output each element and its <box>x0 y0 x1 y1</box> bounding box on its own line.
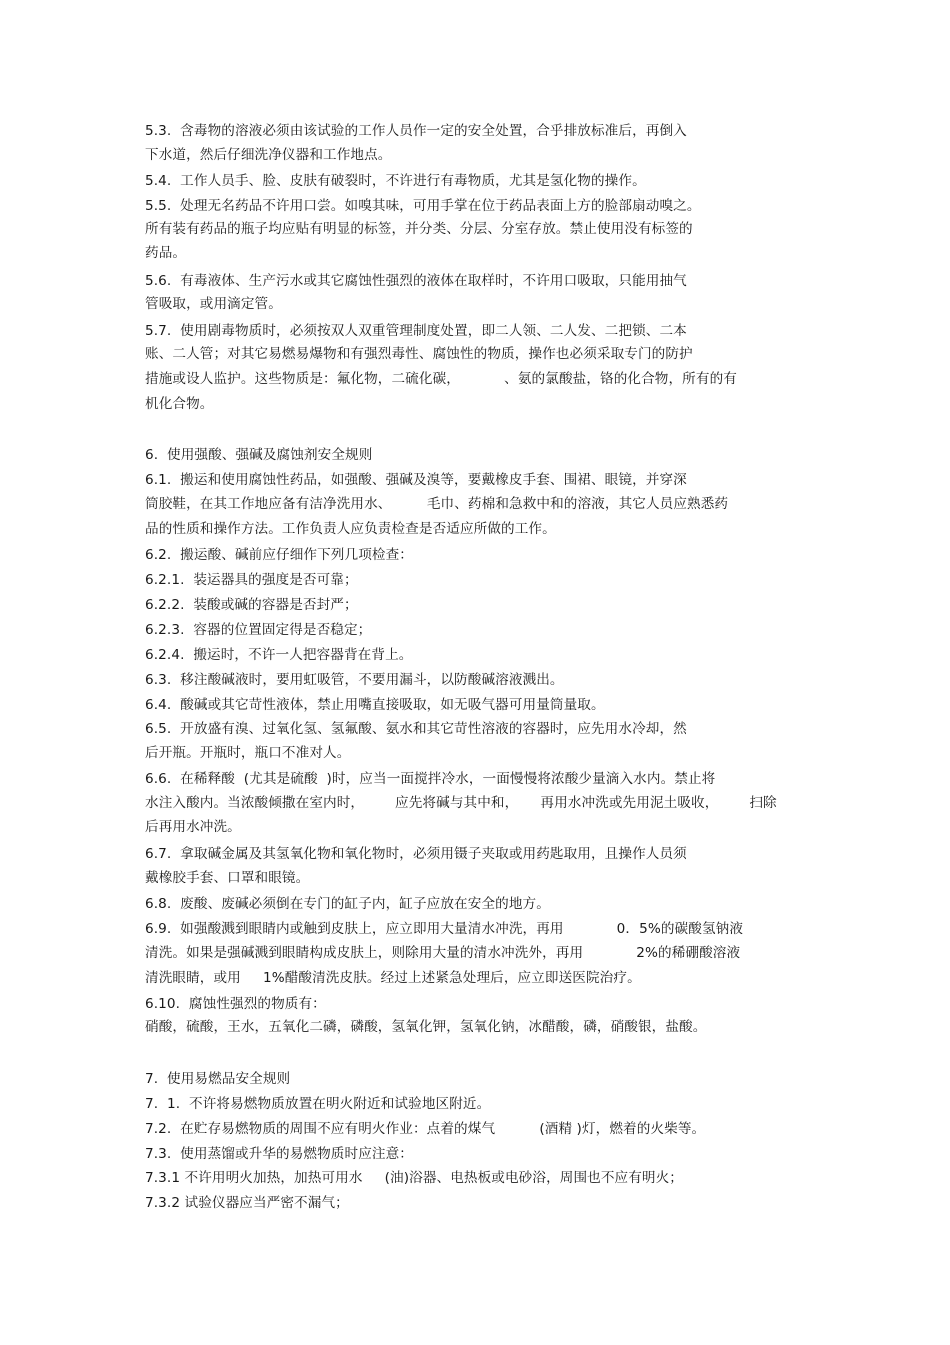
paragraph-line: 5.3. 含毒物的溶液必须由该试验的工作人员作一定的安全处置，合乎排放标准后，再倒入 <box>145 123 687 139</box>
paragraph-line: 所有装有药品的瓶子均应贴有明显的标签，并分类、分层、分室存放。禁止使用没有标签的 <box>145 221 693 237</box>
paragraph-line: 6.1. 搬运和使用腐蚀性药品，如强酸、强碱及溴等，要戴橡皮手套、围裙、眼镜，并穿深 <box>145 472 687 488</box>
paragraph-line: 5.4. 工作人员手、脸、皮肤有破裂时，不许进行有毒物质，尤其是氢化物的操作。 <box>145 173 646 189</box>
paragraph-line: 7.3.1 不许用明火加热，加热可用水 (油)浴器、电热板或电砂浴，周围也不应有明火； <box>145 1170 684 1186</box>
paragraph-line: 6.2. 搬运酸、碱前应仔细作下列几项检查： <box>145 547 413 563</box>
paragraph-line: 药品。 <box>145 245 187 261</box>
paragraph-line: 戴橡胶手套、口罩和眼镜。 <box>145 870 310 886</box>
paragraph-line: 后再用水冲洗。 <box>145 819 241 835</box>
paragraph-line: 6.9. 如强酸溅到眼睛内或触到皮肤上，应立即用大量清水冲洗，再用 0．5%的碳酸氢钠液 <box>145 921 744 937</box>
paragraph-line: 6.3. 移注酸碱液时，要用虹吸管，不要用漏斗，以防酸碱溶液溅出。 <box>145 672 564 688</box>
paragraph-line: 6.2.1. 装运器具的强度是否可靠； <box>145 572 358 588</box>
paragraph-line: 清洗眼睛，或用 1%醋酸清洗皮肤。经过上述紧急处理后，应立即送医院治疗。 <box>145 970 641 986</box>
paragraph-line: 6.7. 拿取碱金属及其氢氧化物和氧化物时，必须用镊子夹取或用药匙取用，且操作人员须 <box>145 846 687 862</box>
paragraph-line: 后开瓶。开瓶时，瓶口不准对人。 <box>145 745 351 761</box>
paragraph-line: 措施或设人监护。这些物质是：氟化物，二硫化碳， 、氨的氯酸盐，铬的化合物，所有的有 <box>145 371 737 387</box>
paragraph-line: 7. 1. 不许将易燃物质放置在明火附近和试验地区附近。 <box>145 1096 491 1112</box>
paragraph-line: 7.2. 在贮存易燃物质的周围不应有明火作业：点着的煤气 (酒精 )灯，燃着的火柴等。 <box>145 1121 706 1137</box>
paragraph-line: 7.3.2 试验仪器应当严密不漏气； <box>145 1195 349 1211</box>
paragraph-line: 5.7. 使用剧毒物质时，必须按双人双重管理制度处置，即二人领、二人发、二把锁、二本 <box>145 323 687 339</box>
paragraph-line: 硝酸，硫酸，王水，五氧化二磷，磷酸，氢氧化钾，氢氧化钠，冰醋酸，磷，硝酸银，盐酸。 <box>145 1019 707 1035</box>
paragraph-line: 5.5. 处理无名药品不许用口尝。如嗅其味，可用手掌在位于药品表面上方的脸部扇动嗅之。 <box>145 198 701 214</box>
section-heading: 7. 使用易燃品安全规则 <box>145 1071 291 1087</box>
paragraph-line: 6.2.2. 装酸或碱的容器是否封严； <box>145 597 358 613</box>
paragraph-line: 清洗。如果是强碱溅到眼睛构成皮肤上，则除用大量的清水冲洗外，再用 2%的稀硼酸溶液 <box>145 945 741 961</box>
paragraph-line: 6.2.3. 容器的位置固定得是否稳定； <box>145 622 372 638</box>
paragraph-line: 7.3. 使用蒸馏或升华的易燃物质时应注意： <box>145 1146 413 1162</box>
paragraph-line: 筒胶鞋，在其工作地应备有洁净洗用水、 毛巾、药棉和急救中和的溶液，其它人员应熟悉药 <box>145 496 729 512</box>
paragraph-line: 6.10. 腐蚀性强烈的物质有： <box>145 996 326 1012</box>
paragraph-line: 6.2.4. 搬运时，不许一人把容器背在背上。 <box>145 647 413 663</box>
paragraph-line: 下水道，然后仔细洗净仪器和工作地点。 <box>145 147 392 163</box>
paragraph-line: 机化合物。 <box>145 396 214 412</box>
paragraph-line: 管吸取，或用滴定管。 <box>145 296 282 312</box>
paragraph-line: 账、二人管；对其它易燃易爆物和有强烈毒性、腐蚀性的物质，操作也必须采取专门的防护 <box>145 346 693 362</box>
paragraph-line: 水注入酸内。当浓酸倾撒在室内时， 应先将碱与其中和， 再用水冲洗或先用泥土吸收， 扫除 <box>145 795 777 811</box>
paragraph-line: 6.6. 在稀释酸 (尤其是硫酸 )时，应当一面搅拌冷水，一面慢慢将浓酸少量滴入水内。禁止将 <box>145 771 716 787</box>
paragraph-line: 6.4. 酸碱或其它苛性液体，禁止用嘴直接吸取，如无吸气器可用量筒量取。 <box>145 697 605 713</box>
paragraph-line: 6.8. 废酸、废碱必须倒在专门的缸子内，缸子应放在安全的地方。 <box>145 896 550 912</box>
paragraph-line: 6.5. 开放盛有溴、过氧化氢、氢氟酸、氨水和其它苛性溶液的容器时，应先用水冷却，然 <box>145 721 687 737</box>
section-heading: 6. 使用强酸、强碱及腐蚀剂安全规则 <box>145 447 373 463</box>
paragraph-line: 5.6. 有毒液体、生产污水或其它腐蚀性强烈的液体在取样时，不许用口吸取，只能用抽气 <box>145 273 687 289</box>
paragraph-line: 品的性质和操作方法。工作负责人应负责检查是否适应所做的工作。 <box>145 521 556 537</box>
